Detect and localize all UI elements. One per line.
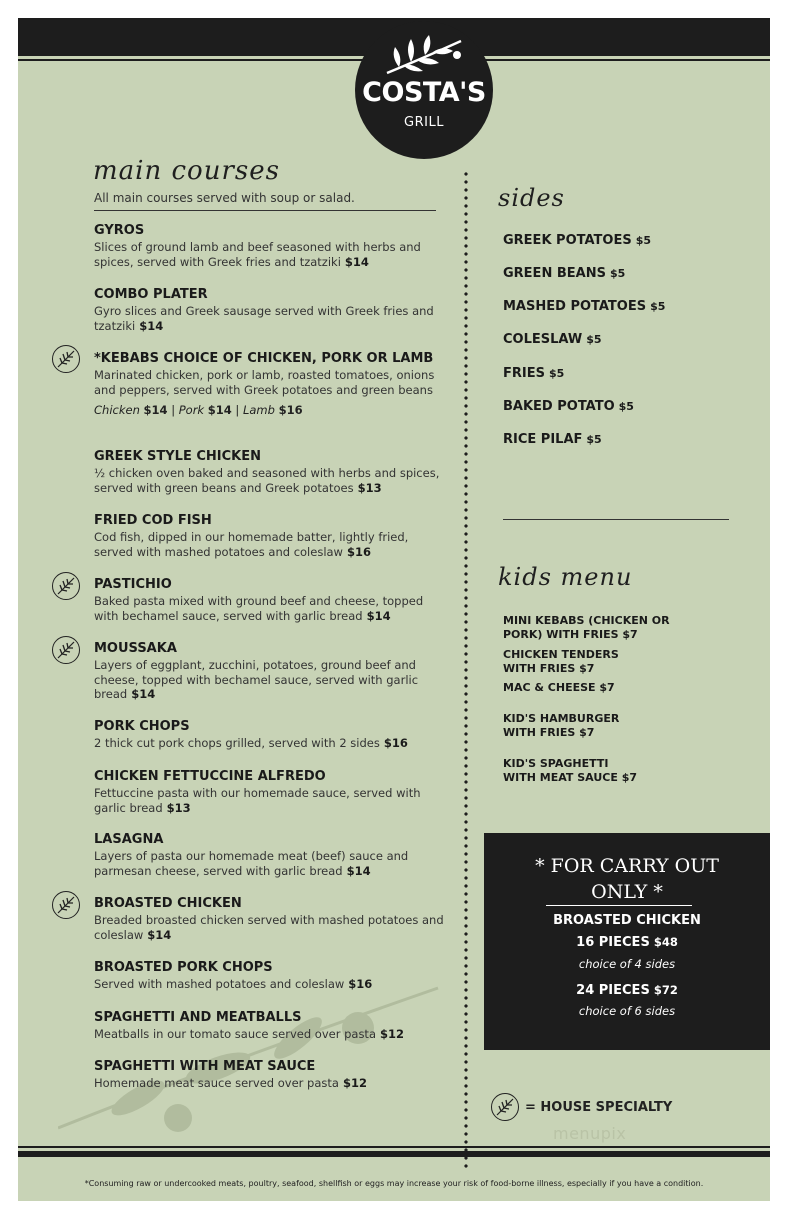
kebab-choices: Chicken $14 | Pork $14 | Lamb $16 bbox=[94, 403, 303, 417]
item-desc: Cod fish, dipped in our homemade batter, lightly fried, served with mashed potatoes and coleslaw $16 bbox=[94, 530, 409, 559]
menu-item bbox=[94, 1010, 444, 1042]
main-courses-title: main courses bbox=[93, 156, 280, 186]
item-name: BROASTED CHICKEN bbox=[94, 896, 242, 911]
kids-menu-title: kids menu bbox=[498, 563, 633, 591]
item-name: FRIED COD FISH bbox=[94, 513, 212, 528]
item-desc: Layers of pasta our homemade meat (beef) sauce and parmesan cheese, served with garlic bread $14 bbox=[94, 849, 409, 878]
sides-rule bbox=[503, 519, 729, 520]
item-desc: Baked pasta mixed with ground beef and cheese, topped with bechamel sauce, served with garlic bread $14 bbox=[94, 594, 424, 623]
menu-item bbox=[94, 577, 444, 623]
item-name: *KEBABS CHOICE OF CHICKEN, PORK OR LAMB bbox=[94, 351, 434, 366]
item-desc: Layers of eggplant, zucchini, potatoes, ground beef and cheese, topped with bechamel sauce, served with garlic bread $14 bbox=[94, 658, 419, 701]
watermark: menupix bbox=[553, 1124, 627, 1143]
side-item: GREEK POTATOES $5 bbox=[503, 233, 652, 248]
item-name: COMBO PLATER bbox=[94, 287, 208, 302]
logo bbox=[355, 21, 493, 159]
side-item: MASHED POTATOES $5 bbox=[503, 299, 666, 314]
kids-item: MINI KEBABS (CHICKEN OR PORK) WITH FRIES $7 bbox=[503, 614, 670, 641]
side-item: RICE PILAF $5 bbox=[503, 432, 602, 447]
item-name: LASAGNA bbox=[94, 832, 164, 847]
menu-item bbox=[94, 896, 444, 942]
item-name: BROASTED PORK CHOPS bbox=[94, 960, 273, 975]
carry-out-note: choice of 6 sides bbox=[578, 1004, 676, 1018]
house-specialty-legend bbox=[491, 1093, 672, 1121]
main-courses-rule bbox=[94, 210, 436, 211]
bottom-rule bbox=[18, 1146, 770, 1148]
legend-text: = HOUSE SPECIALTY bbox=[525, 1099, 673, 1115]
carry-out-title: * FOR CARRY OUT ONLY * bbox=[535, 855, 719, 903]
dotted-divider bbox=[464, 170, 468, 1170]
item-desc: Marinated chicken, pork or lamb, roasted tomatoes, onions and peppers, served with Greek potatoes and green beans bbox=[94, 368, 435, 397]
sides-title: sides bbox=[498, 184, 565, 212]
menu-item bbox=[94, 769, 444, 815]
menu-item bbox=[94, 351, 444, 417]
menu-item bbox=[94, 960, 444, 992]
olive-branch-icon bbox=[491, 1093, 519, 1121]
item-desc: Fettuccine pasta with our homemade sauce, served with garlic bread $13 bbox=[94, 786, 421, 815]
olive-branch-icon bbox=[381, 33, 467, 77]
item-desc: Served with mashed potatoes and coleslaw $16 bbox=[94, 977, 373, 991]
carry-out-rule bbox=[546, 905, 692, 906]
house-specialty-icon bbox=[52, 345, 80, 373]
item-desc: Slices of ground lamb and beef seasoned with herbs and spices, served with Greek fries and tzatziki $14 bbox=[94, 240, 421, 269]
item-desc: ½ chicken oven baked and seasoned with herbs and spices, served with green beans and Greek potatoes $13 bbox=[94, 466, 440, 495]
disclaimer: *Consuming raw or undercooked meats, poultry, seafood, shellfish or eggs may increase your risk of food-borne illness, especially if you have a condition. bbox=[84, 1179, 704, 1188]
kids-item: KID'S HAMBURGER WITH FRIES $7 bbox=[503, 712, 620, 739]
menu-page bbox=[18, 18, 770, 1201]
main-courses-note: All main courses served with soup or salad. bbox=[94, 191, 355, 205]
side-item: FRIES $5 bbox=[503, 366, 565, 381]
item-name: PASTICHIO bbox=[94, 577, 172, 592]
item-name: SPAGHETTI WITH MEAT SAUCE bbox=[94, 1059, 316, 1074]
side-item: COLESLAW $5 bbox=[503, 332, 602, 347]
item-desc: Homemade meat sauce served over pasta $12 bbox=[94, 1076, 367, 1090]
carry-out-sub: BROASTED CHICKEN bbox=[553, 913, 701, 928]
side-item: BAKED POTATO $5 bbox=[503, 399, 634, 414]
brand-name: COSTA'S bbox=[362, 77, 486, 108]
menu-item bbox=[94, 449, 444, 495]
menu-item bbox=[94, 1059, 444, 1091]
item-desc: 2 thick cut pork chops grilled, served with 2 sides $16 bbox=[94, 736, 408, 750]
menu-item bbox=[94, 641, 444, 702]
item-name: MOUSSAKA bbox=[94, 641, 177, 656]
item-desc: Gyro slices and Greek sausage served with Greek fries and tzatziki $14 bbox=[94, 304, 434, 333]
item-name: GREEK STYLE CHICKEN bbox=[94, 449, 262, 464]
kids-item: CHICKEN TENDERS WITH FRIES $7 bbox=[503, 648, 619, 675]
menu-item bbox=[94, 287, 444, 333]
item-name: SPAGHETTI AND MEATBALLS bbox=[94, 1010, 302, 1025]
item-desc: Meatballs in our tomato sauce served over pasta $12 bbox=[94, 1027, 405, 1041]
carry-out-option: 16 PIECES $48 bbox=[576, 935, 678, 950]
brand-sub: GRILL bbox=[404, 115, 444, 130]
item-desc: Breaded broasted chicken served with mashed potatoes and coleslaw $14 bbox=[94, 913, 444, 942]
item-name: GYROS bbox=[94, 223, 145, 238]
menu-item bbox=[94, 223, 444, 269]
bottom-bar bbox=[18, 1151, 770, 1157]
kids-item: KID'S SPAGHETTI WITH MEAT SAUCE $7 bbox=[503, 757, 637, 784]
carry-out-box bbox=[484, 833, 770, 1050]
house-specialty-icon bbox=[52, 891, 80, 919]
house-specialty-icon bbox=[52, 572, 80, 600]
carry-out-note: choice of 4 sides bbox=[578, 957, 676, 971]
menu-item bbox=[94, 832, 444, 878]
kids-item: MAC & CHEESE $7 bbox=[503, 681, 615, 694]
carry-out-option: 24 PIECES $72 bbox=[576, 983, 678, 998]
menu-item bbox=[94, 513, 444, 559]
menu-item bbox=[94, 719, 444, 751]
side-item: GREEN BEANS $5 bbox=[503, 266, 626, 281]
item-name: PORK CHOPS bbox=[94, 719, 190, 734]
house-specialty-icon bbox=[52, 636, 80, 664]
item-name: CHICKEN FETTUCCINE ALFREDO bbox=[94, 769, 326, 784]
